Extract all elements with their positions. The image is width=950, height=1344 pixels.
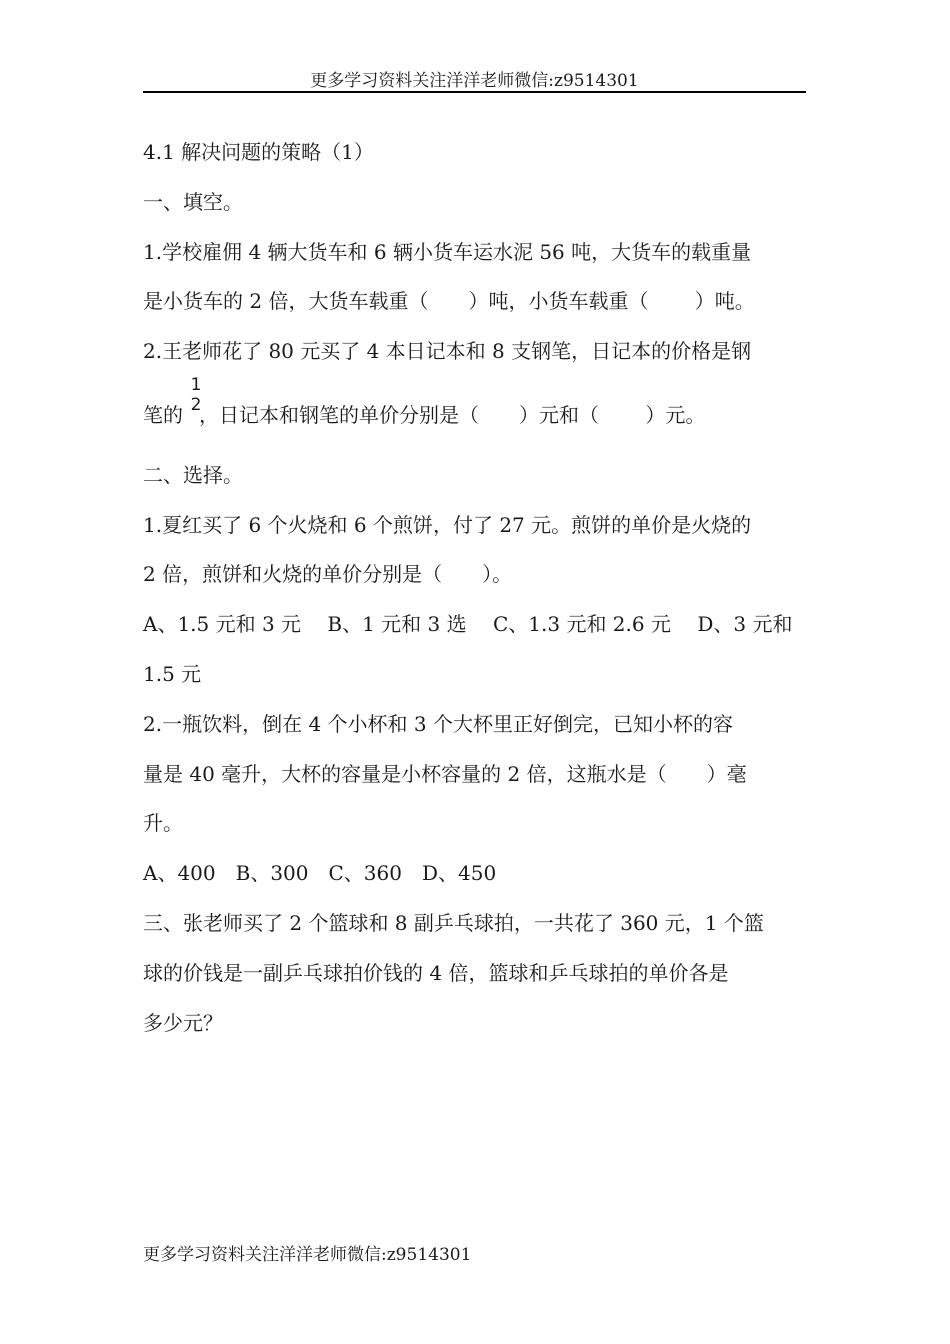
q2-line2-after: ，日记本和钢笔的单价分别是（ ）元和（ ）元。 (199, 403, 706, 427)
section2-q2-line1: 2.一瓶饮料，倒在 4 个小杯和 3 个大杯里正好倒完，已知小杯的容 (143, 712, 733, 736)
section3-line2: 球的价钱是一副乒乓球拍价钱的 4 倍，篮球和乒乓球拍的单价各是 (143, 961, 729, 985)
worksheet-title: 4.1 解决问题的策略（1） (143, 140, 374, 164)
section2-q2-line3: 升。 (143, 811, 183, 835)
fraction-denominator: 2 (190, 395, 202, 415)
header-divider (143, 91, 806, 93)
q2-line2-before: 笔的 (143, 403, 183, 427)
section3-line1: 三、张老师买了 2 个篮球和 8 副乒乓球拍，一共花了 360 元，1 个篮 (143, 911, 764, 935)
page-footer: 更多学习资料关注洋洋老师微信:z9514301 (143, 1245, 472, 1265)
section2-q1-options-line1: A、1.5 元和 3 元 B、1 元和 3 选 C、1.3 元和 2.6 元 D、3 元和 (143, 612, 793, 636)
section2-q2-options: A、400 B、300 C、360 D、450 (143, 861, 497, 885)
section1-q1-line2: 是小货车的 2 倍，大货车载重（ ）吨，小货车载重（ ）吨。 (143, 289, 755, 313)
section1-heading: 一、填空。 (143, 190, 243, 214)
section1-q1-line1: 1.学校雇佣 4 辆大货车和 6 辆小货车运水泥 56 吨，大货车的载重量 (143, 240, 752, 264)
section2-q2-line2: 量是 40 毫升，大杯的容量是小杯容量的 2 倍，这瓶水是（ ）毫 (143, 762, 747, 786)
section1-q2-line1: 2.王老师花了 80 元买了 4 本日记本和 8 支钢笔，日记本的价格是钢 (143, 339, 752, 363)
section2-q1-options-line2: 1.5 元 (143, 662, 202, 686)
section2-heading: 二、选择。 (143, 463, 243, 487)
page-header: 更多学习资料关注洋洋老师微信:z9514301 (310, 71, 639, 91)
section1-q2-line2 (143, 402, 705, 428)
section3-line3: 多少元？ (143, 1011, 223, 1035)
fraction-numerator: 1 (190, 375, 202, 395)
section2-q1-line1: 1.夏红买了 6 个火烧和 6 个煎饼，付了 27 元。煎饼的单价是火烧的 (143, 513, 752, 537)
section2-q1-line2: 2 倍，煎饼和火烧的单价分别是（ ）。 (143, 562, 513, 586)
